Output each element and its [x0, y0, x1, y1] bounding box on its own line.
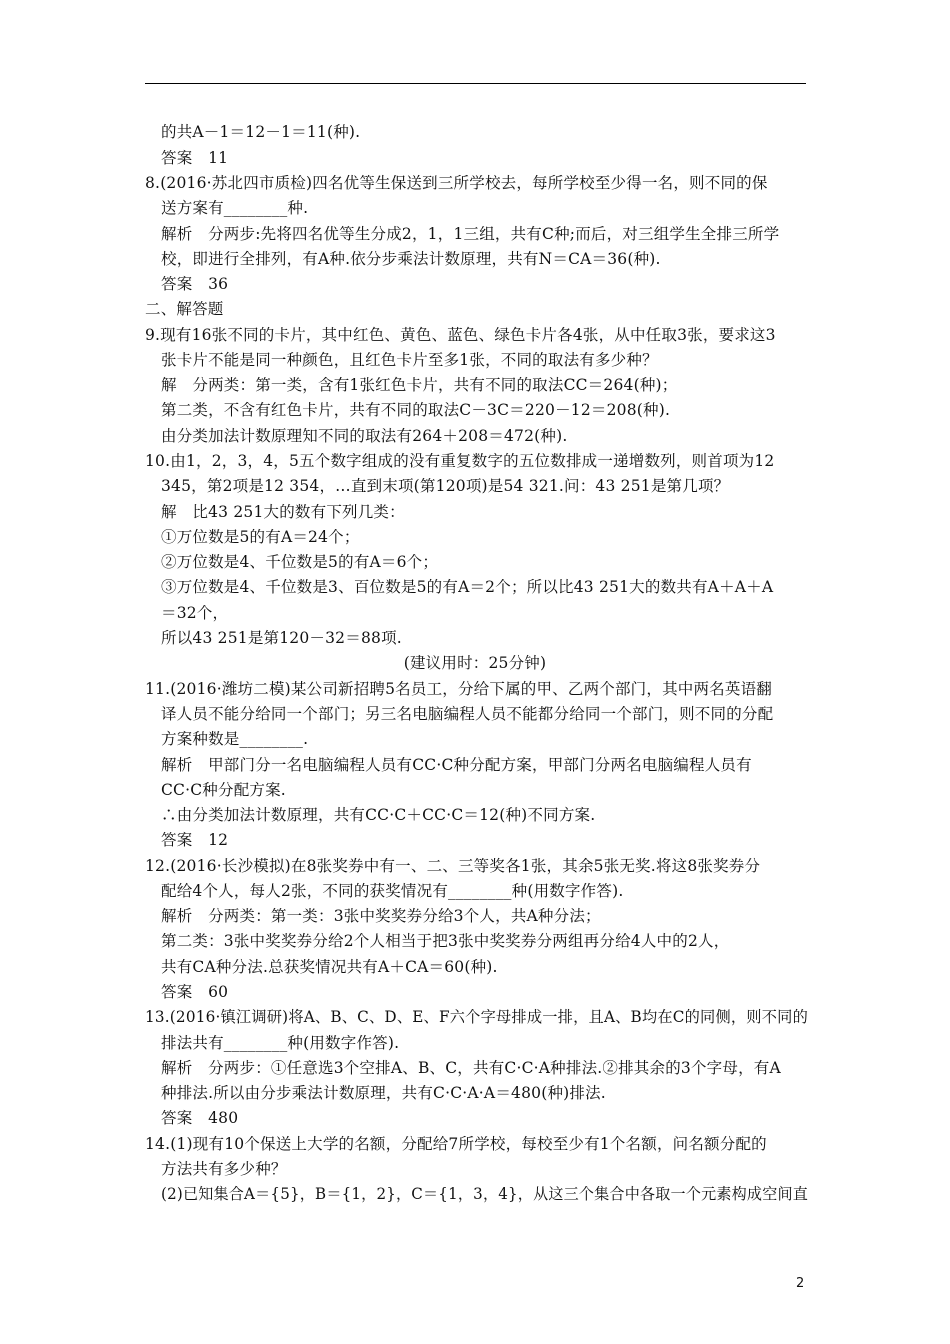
header-rule	[145, 83, 806, 84]
text-line: 配给4个人，每人2张，不同的获奖情况有________种(用数字作答).	[161, 882, 624, 900]
text-line: 种排法.所以由分步乘法计数原理，共有C·C·A·A＝480(种)排法.	[161, 1084, 606, 1102]
text-line: 13.(2016·镇江调研)将A、B、C、D、E、F六个字母排成一排，且A、B均在C的同侧，则不同的	[145, 1008, 809, 1026]
page-number: 2	[796, 1276, 805, 1291]
text-line: CC·C种分配方案.	[161, 781, 286, 799]
text-line: 答案 36	[161, 275, 229, 293]
text-line: 11.(2016·潍坊二模)某公司新招聘5名员工，分给下属的甲、乙两个部门，其中两名英语翻	[145, 680, 772, 698]
text-line: 14.(1)现有10个保送上大学的名额，分配给7所学校，每校至少有1个名额，问名额分配的	[145, 1135, 767, 1153]
text-line: ＝32个，	[161, 604, 229, 622]
text-line: 解 比43 251大的数有下列几类：	[161, 503, 405, 521]
text-line: 送方案有________种.	[161, 199, 309, 217]
text-line: ②万位数是4、千位数是5的有A＝6个；	[161, 553, 439, 571]
text-line: 第二类，不含有红色卡片，共有不同的取法C－3C＝220－12＝208(种).	[161, 401, 671, 419]
text-line: 由分类加法计数原理知不同的取法有264＋208＝472(种).	[161, 427, 568, 445]
text-line: 所以43 251是第120－32＝88项.	[161, 629, 402, 647]
time-suggestion: (建议用时：25分钟)	[403, 654, 547, 672]
text-line: 张卡片不能是同一种颜色，且红色卡片至多1张，不同的取法有多少种？	[161, 351, 658, 369]
text-line: 答案 60	[161, 983, 229, 1001]
text-line: ①万位数是5的有A＝24个；	[161, 528, 360, 546]
text-line: 答案 12	[161, 831, 229, 849]
text-line: 解析 甲部门分一名电脑编程人员有CC·C种分配方案，甲部门分两名电脑编程人员有	[161, 756, 752, 774]
text-line: 答案 11	[161, 149, 229, 167]
text-line: 第二类：3张中奖奖券分给2个人相当于把3张中奖奖券分两组再分给4人中的2人，	[161, 932, 730, 950]
text-line: 共有CA种分法.总获奖情况共有A＋CA＝60(种).	[161, 958, 498, 976]
text-line: 12.(2016·长沙模拟)在8张奖券中有一、二、三等奖各1张，其余5张无奖.将这8张奖券分	[145, 857, 761, 875]
text-line: 校，即进行全排列，有A种.依分步乘法计数原理，共有N＝CA＝36(种).	[161, 250, 661, 268]
text-line: 解析 分两步：①任意选3个空排A、B、C，共有C·C·A种排法.②排其余的3个字母，有A	[161, 1059, 781, 1077]
text-line: 10.由1，2，3，4，5五个数字组成的没有重复数字的五位数排成一递增数列，则首项为12	[145, 452, 775, 470]
text-line: 方法共有多少种？	[161, 1160, 287, 1178]
text-line: 解析 分两类：第一类：3张中奖奖券分给3个人，共A种分法；	[161, 907, 601, 925]
text-line: 译人员不能分给同一个部门；另三名电脑编程人员不能都分给同一个部门，则不同的分配	[161, 705, 774, 723]
text-line: 排法共有________种(用数字作答).	[161, 1034, 400, 1052]
text-line: ∴由分类加法计数原理，共有CC·C＋CC·C＝12(种)不同方案.	[161, 806, 596, 824]
text-line: 8.(2016·苏北四市质检)四名优等生保送到三所学校去，每所学校至少得一名，则不同的保	[145, 174, 768, 192]
text-line: ③万位数是4、千位数是3、百位数是5的有A＝2个；所以比43 251大的数共有A＋A＋A	[161, 578, 774, 596]
text-line: 方案种数是________.	[161, 730, 309, 748]
text-line: (2)已知集合A＝{5}，B＝{1，2}，C＝{1，3，4}，从这三个集合中各取一个元素构成空间直	[161, 1185, 809, 1203]
section-heading: 二、解答题	[145, 300, 224, 318]
text-line: 的共A－1＝12－1＝11(种).	[161, 123, 361, 141]
text-line: 9.现有16张不同的卡片，其中红色、黄色、蓝色、绿色卡片各4张，从中任取3张，要求这3	[145, 326, 776, 344]
text-line: 解 分两类：第一类，含有1张红色卡片，共有不同的取法CC＝264(种)；	[161, 376, 678, 394]
text-line: 345，第2项是12 354，…直到末项(第120项)是54 321.问：43 251是第几项？	[161, 477, 730, 495]
text-line: 答案 480	[161, 1109, 239, 1127]
text-line: 解析 分两步:先将四名优等生分成2，1，1三组，共有C种;而后，对三组学生全排三所学	[161, 225, 780, 243]
